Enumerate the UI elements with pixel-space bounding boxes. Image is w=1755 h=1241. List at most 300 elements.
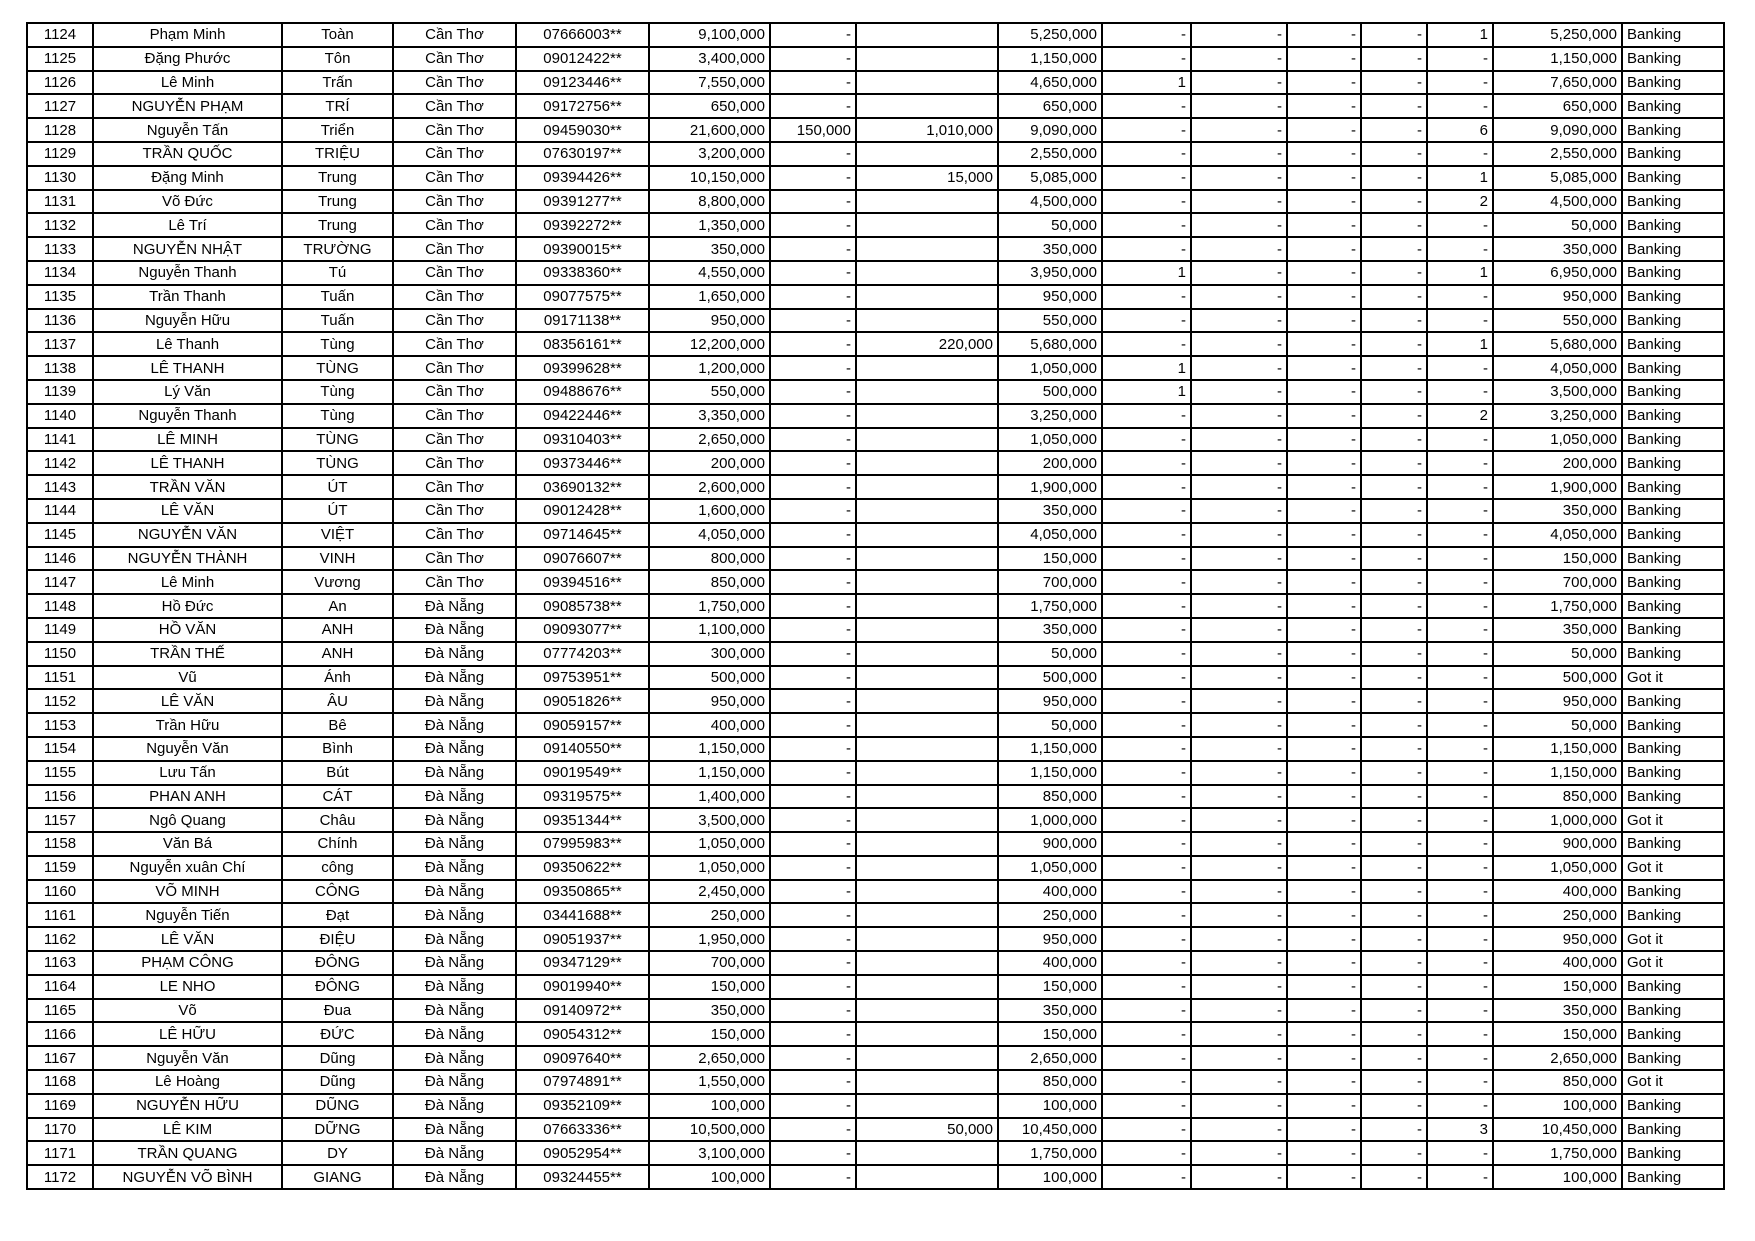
- id-cell: 1152: [27, 689, 93, 713]
- status-cell: Banking: [1622, 832, 1724, 856]
- city-cell: Đà Nẵng: [393, 666, 516, 690]
- city-cell: Đà Nẵng: [393, 951, 516, 975]
- last-name-cell: công: [282, 856, 393, 880]
- last-name-cell: TRÍ: [282, 94, 393, 118]
- city-cell: Cần Thơ: [393, 71, 516, 95]
- id-cell: 1166: [27, 1022, 93, 1046]
- amount-4-cell: 400,000: [998, 951, 1102, 975]
- city-cell: Cần Thơ: [393, 428, 516, 452]
- dash-1-cell: 1: [1102, 380, 1191, 404]
- amount-5-cell: 3,500,000: [1493, 380, 1622, 404]
- status-cell: Banking: [1622, 642, 1724, 666]
- dash-3-cell: -: [1287, 999, 1361, 1023]
- amount-1-cell: 8,800,000: [649, 190, 770, 214]
- phone-cell: 03690132**: [516, 475, 649, 499]
- amount-5-cell: 700,000: [1493, 570, 1622, 594]
- amount-3-cell: [856, 190, 998, 214]
- amount-3-cell: 1,010,000: [856, 118, 998, 142]
- id-cell: 1171: [27, 1141, 93, 1165]
- amount-4-cell: 1,750,000: [998, 1141, 1102, 1165]
- first-name-cell: Trần Thanh: [93, 285, 282, 309]
- dash-1-cell: -: [1102, 832, 1191, 856]
- phone-cell: 07774203**: [516, 642, 649, 666]
- dash-2-cell: -: [1191, 166, 1287, 190]
- amount-1-cell: 9,100,000: [649, 23, 770, 47]
- dash-4-cell: -: [1361, 380, 1427, 404]
- count-cell: -: [1427, 499, 1493, 523]
- last-name-cell: ÚT: [282, 475, 393, 499]
- dash-2-cell: -: [1191, 47, 1287, 71]
- amount-4-cell: 1,150,000: [998, 47, 1102, 71]
- dash-4-cell: -: [1361, 285, 1427, 309]
- amount-2-cell: -: [770, 999, 856, 1023]
- amount-1-cell: 200,000: [649, 451, 770, 475]
- table-row: [27, 785, 1724, 809]
- amount-1-cell: 3,200,000: [649, 142, 770, 166]
- amount-4-cell: 150,000: [998, 975, 1102, 999]
- dash-1-cell: -: [1102, 332, 1191, 356]
- id-cell: 1125: [27, 47, 93, 71]
- amount-5-cell: 50,000: [1493, 642, 1622, 666]
- id-cell: 1150: [27, 642, 93, 666]
- dash-4-cell: -: [1361, 23, 1427, 47]
- last-name-cell: TRƯỜNG: [282, 237, 393, 261]
- city-cell: Cần Thơ: [393, 118, 516, 142]
- first-name-cell: Lý Văn: [93, 380, 282, 404]
- id-cell: 1168: [27, 1070, 93, 1094]
- count-cell: -: [1427, 856, 1493, 880]
- last-name-cell: Ánh: [282, 666, 393, 690]
- dash-3-cell: -: [1287, 951, 1361, 975]
- amount-3-cell: [856, 499, 998, 523]
- dash-1-cell: 1: [1102, 261, 1191, 285]
- dash-4-cell: -: [1361, 213, 1427, 237]
- id-cell: 1172: [27, 1165, 93, 1189]
- table-row: [27, 951, 1724, 975]
- first-name-cell: Nguyễn Hữu: [93, 309, 282, 333]
- dash-2-cell: -: [1191, 785, 1287, 809]
- dash-4-cell: -: [1361, 689, 1427, 713]
- last-name-cell: VIỆT: [282, 523, 393, 547]
- dash-2-cell: -: [1191, 332, 1287, 356]
- id-cell: 1165: [27, 999, 93, 1023]
- amount-4-cell: 5,085,000: [998, 166, 1102, 190]
- status-cell: Banking: [1622, 332, 1724, 356]
- first-name-cell: Nguyễn Tấn: [93, 118, 282, 142]
- amount-1-cell: 400,000: [649, 713, 770, 737]
- amount-1-cell: 650,000: [649, 94, 770, 118]
- amount-5-cell: 650,000: [1493, 94, 1622, 118]
- phone-cell: 07630197**: [516, 142, 649, 166]
- dash-2-cell: -: [1191, 213, 1287, 237]
- count-cell: -: [1427, 689, 1493, 713]
- city-cell: Cần Thơ: [393, 142, 516, 166]
- last-name-cell: Trung: [282, 213, 393, 237]
- amount-1-cell: 4,550,000: [649, 261, 770, 285]
- amount-1-cell: 4,050,000: [649, 523, 770, 547]
- count-cell: 1: [1427, 23, 1493, 47]
- status-cell: Banking: [1622, 1141, 1724, 1165]
- id-cell: 1137: [27, 332, 93, 356]
- status-cell: Banking: [1622, 1094, 1724, 1118]
- first-name-cell: NGUYỄN PHẠM: [93, 94, 282, 118]
- amount-1-cell: 3,350,000: [649, 404, 770, 428]
- dash-2-cell: -: [1191, 975, 1287, 999]
- status-cell: Banking: [1622, 1165, 1724, 1189]
- amount-2-cell: -: [770, 713, 856, 737]
- dash-1-cell: -: [1102, 547, 1191, 571]
- amount-4-cell: 550,000: [998, 309, 1102, 333]
- last-name-cell: Tuấn: [282, 285, 393, 309]
- amount-1-cell: 1,400,000: [649, 785, 770, 809]
- phone-cell: 09077575**: [516, 285, 649, 309]
- amount-3-cell: [856, 47, 998, 71]
- amount-4-cell: 1,000,000: [998, 808, 1102, 832]
- first-name-cell: LÊ VĂN: [93, 927, 282, 951]
- amount-1-cell: 950,000: [649, 689, 770, 713]
- dash-4-cell: -: [1361, 785, 1427, 809]
- phone-cell: 07974891**: [516, 1070, 649, 1094]
- table-row: [27, 1094, 1724, 1118]
- amount-5-cell: 3,250,000: [1493, 404, 1622, 428]
- city-cell: Cần Thơ: [393, 547, 516, 571]
- table-row: [27, 570, 1724, 594]
- amount-2-cell: -: [770, 856, 856, 880]
- data-table: [26, 22, 1725, 1190]
- phone-cell: 09012422**: [516, 47, 649, 71]
- last-name-cell: Vương: [282, 570, 393, 594]
- amount-3-cell: [856, 975, 998, 999]
- first-name-cell: Đặng Phước: [93, 47, 282, 71]
- table-body: [27, 23, 1724, 1189]
- dash-3-cell: -: [1287, 237, 1361, 261]
- city-cell: Đà Nẵng: [393, 880, 516, 904]
- amount-2-cell: -: [770, 309, 856, 333]
- status-cell: Got it: [1622, 951, 1724, 975]
- amount-2-cell: -: [770, 142, 856, 166]
- table-row: [27, 404, 1724, 428]
- amount-4-cell: 400,000: [998, 880, 1102, 904]
- first-name-cell: Nguyễn Thanh: [93, 404, 282, 428]
- id-cell: 1133: [27, 237, 93, 261]
- id-cell: 1151: [27, 666, 93, 690]
- table-row: [27, 23, 1724, 47]
- amount-3-cell: [856, 832, 998, 856]
- table-row: [27, 285, 1724, 309]
- amount-5-cell: 550,000: [1493, 309, 1622, 333]
- table-row: [27, 356, 1724, 380]
- amount-2-cell: -: [770, 523, 856, 547]
- dash-3-cell: -: [1287, 666, 1361, 690]
- last-name-cell: ÂU: [282, 689, 393, 713]
- dash-2-cell: -: [1191, 594, 1287, 618]
- amount-1-cell: 21,600,000: [649, 118, 770, 142]
- dash-4-cell: -: [1361, 1046, 1427, 1070]
- first-name-cell: HỒ VĂN: [93, 618, 282, 642]
- amount-4-cell: 50,000: [998, 213, 1102, 237]
- count-cell: -: [1427, 927, 1493, 951]
- dash-3-cell: -: [1287, 856, 1361, 880]
- amount-2-cell: -: [770, 903, 856, 927]
- last-name-cell: ANH: [282, 642, 393, 666]
- dash-1-cell: -: [1102, 285, 1191, 309]
- city-cell: Đà Nẵng: [393, 999, 516, 1023]
- dash-3-cell: -: [1287, 499, 1361, 523]
- dash-4-cell: -: [1361, 47, 1427, 71]
- dash-3-cell: -: [1287, 927, 1361, 951]
- table-row: [27, 666, 1724, 690]
- dash-1-cell: -: [1102, 1118, 1191, 1142]
- amount-1-cell: 350,000: [649, 237, 770, 261]
- dash-4-cell: -: [1361, 71, 1427, 95]
- status-cell: Banking: [1622, 285, 1724, 309]
- dash-3-cell: -: [1287, 94, 1361, 118]
- amount-1-cell: 850,000: [649, 570, 770, 594]
- last-name-cell: VINH: [282, 547, 393, 571]
- amount-4-cell: 50,000: [998, 642, 1102, 666]
- count-cell: -: [1427, 570, 1493, 594]
- id-cell: 1155: [27, 761, 93, 785]
- first-name-cell: NGUYỄN VĂN: [93, 523, 282, 547]
- amount-1-cell: 100,000: [649, 1165, 770, 1189]
- status-cell: Banking: [1622, 570, 1724, 594]
- status-cell: Banking: [1622, 880, 1724, 904]
- dash-1-cell: -: [1102, 23, 1191, 47]
- dash-4-cell: -: [1361, 523, 1427, 547]
- dash-2-cell: -: [1191, 285, 1287, 309]
- id-cell: 1153: [27, 713, 93, 737]
- amount-1-cell: 10,150,000: [649, 166, 770, 190]
- dash-2-cell: -: [1191, 1165, 1287, 1189]
- city-cell: Đà Nẵng: [393, 1165, 516, 1189]
- amount-4-cell: 100,000: [998, 1165, 1102, 1189]
- table-row: [27, 975, 1724, 999]
- amount-4-cell: 350,000: [998, 618, 1102, 642]
- dash-2-cell: -: [1191, 356, 1287, 380]
- amount-1-cell: 3,100,000: [649, 1141, 770, 1165]
- amount-4-cell: 1,050,000: [998, 428, 1102, 452]
- table-row: [27, 547, 1724, 571]
- id-cell: 1140: [27, 404, 93, 428]
- dash-3-cell: -: [1287, 785, 1361, 809]
- phone-cell: 09394516**: [516, 570, 649, 594]
- amount-2-cell: -: [770, 47, 856, 71]
- phone-cell: 09019940**: [516, 975, 649, 999]
- amount-3-cell: 15,000: [856, 166, 998, 190]
- amount-4-cell: 2,550,000: [998, 142, 1102, 166]
- dash-3-cell: -: [1287, 1141, 1361, 1165]
- id-cell: 1157: [27, 808, 93, 832]
- phone-cell: 09140550**: [516, 737, 649, 761]
- dash-3-cell: -: [1287, 475, 1361, 499]
- last-name-cell: TRIỆU: [282, 142, 393, 166]
- dash-2-cell: -: [1191, 1141, 1287, 1165]
- dash-4-cell: -: [1361, 499, 1427, 523]
- dash-1-cell: -: [1102, 1046, 1191, 1070]
- amount-4-cell: 500,000: [998, 380, 1102, 404]
- amount-3-cell: [856, 475, 998, 499]
- city-cell: Cần Thơ: [393, 237, 516, 261]
- dash-4-cell: -: [1361, 832, 1427, 856]
- dash-3-cell: -: [1287, 380, 1361, 404]
- status-cell: Banking: [1622, 166, 1724, 190]
- dash-3-cell: -: [1287, 689, 1361, 713]
- dash-2-cell: -: [1191, 523, 1287, 547]
- last-name-cell: Trung: [282, 190, 393, 214]
- dash-1-cell: -: [1102, 94, 1191, 118]
- amount-1-cell: 2,650,000: [649, 1046, 770, 1070]
- amount-3-cell: [856, 1094, 998, 1118]
- last-name-cell: CÔNG: [282, 880, 393, 904]
- first-name-cell: Nguyễn Văn: [93, 737, 282, 761]
- status-cell: Banking: [1622, 499, 1724, 523]
- amount-4-cell: 50,000: [998, 713, 1102, 737]
- amount-3-cell: [856, 237, 998, 261]
- amount-5-cell: 950,000: [1493, 285, 1622, 309]
- amount-2-cell: -: [770, 332, 856, 356]
- dash-3-cell: -: [1287, 428, 1361, 452]
- amount-4-cell: 250,000: [998, 903, 1102, 927]
- city-cell: Đà Nẵng: [393, 1046, 516, 1070]
- dash-3-cell: -: [1287, 213, 1361, 237]
- id-cell: 1161: [27, 903, 93, 927]
- dash-3-cell: -: [1287, 332, 1361, 356]
- dash-1-cell: -: [1102, 428, 1191, 452]
- status-cell: Banking: [1622, 118, 1724, 142]
- last-name-cell: DŨNG: [282, 1094, 393, 1118]
- city-cell: Đà Nẵng: [393, 1094, 516, 1118]
- dash-3-cell: -: [1287, 880, 1361, 904]
- amount-5-cell: 850,000: [1493, 785, 1622, 809]
- dash-1-cell: -: [1102, 237, 1191, 261]
- table-row: [27, 1046, 1724, 1070]
- city-cell: Cần Thơ: [393, 380, 516, 404]
- amount-4-cell: 850,000: [998, 785, 1102, 809]
- count-cell: -: [1427, 975, 1493, 999]
- status-cell: Banking: [1622, 309, 1724, 333]
- amount-4-cell: 150,000: [998, 547, 1102, 571]
- city-cell: Đà Nẵng: [393, 737, 516, 761]
- first-name-cell: Vũ: [93, 666, 282, 690]
- amount-3-cell: [856, 261, 998, 285]
- amount-2-cell: -: [770, 1022, 856, 1046]
- last-name-cell: ĐÔNG: [282, 951, 393, 975]
- amount-3-cell: [856, 903, 998, 927]
- dash-1-cell: -: [1102, 1141, 1191, 1165]
- first-name-cell: NGUYỄN VÕ BÌNH: [93, 1165, 282, 1189]
- dash-2-cell: -: [1191, 570, 1287, 594]
- amount-2-cell: -: [770, 1165, 856, 1189]
- dash-3-cell: -: [1287, 166, 1361, 190]
- dash-2-cell: -: [1191, 190, 1287, 214]
- dash-1-cell: -: [1102, 142, 1191, 166]
- amount-3-cell: [856, 94, 998, 118]
- last-name-cell: Đạt: [282, 903, 393, 927]
- amount-3-cell: [856, 213, 998, 237]
- amount-2-cell: -: [770, 213, 856, 237]
- amount-5-cell: 2,550,000: [1493, 142, 1622, 166]
- phone-cell: 09171138**: [516, 309, 649, 333]
- amount-4-cell: 1,050,000: [998, 856, 1102, 880]
- amount-5-cell: 150,000: [1493, 975, 1622, 999]
- id-cell: 1149: [27, 618, 93, 642]
- dash-4-cell: -: [1361, 1141, 1427, 1165]
- dash-4-cell: -: [1361, 190, 1427, 214]
- id-cell: 1148: [27, 594, 93, 618]
- dash-1-cell: -: [1102, 761, 1191, 785]
- dash-1-cell: -: [1102, 951, 1191, 975]
- first-name-cell: Lê Hoàng: [93, 1070, 282, 1094]
- table-row: [27, 737, 1724, 761]
- amount-3-cell: [856, 737, 998, 761]
- amount-5-cell: 400,000: [1493, 880, 1622, 904]
- amount-4-cell: 650,000: [998, 94, 1102, 118]
- amount-3-cell: [856, 380, 998, 404]
- last-name-cell: Dũng: [282, 1046, 393, 1070]
- amount-1-cell: 550,000: [649, 380, 770, 404]
- city-cell: Đà Nẵng: [393, 761, 516, 785]
- id-cell: 1136: [27, 309, 93, 333]
- amount-3-cell: [856, 856, 998, 880]
- dash-4-cell: -: [1361, 570, 1427, 594]
- dash-3-cell: -: [1287, 618, 1361, 642]
- amount-5-cell: 1,750,000: [1493, 594, 1622, 618]
- table-row: [27, 332, 1724, 356]
- status-cell: Got it: [1622, 666, 1724, 690]
- first-name-cell: Lê Thanh: [93, 332, 282, 356]
- last-name-cell: ĐIỆU: [282, 927, 393, 951]
- amount-3-cell: [856, 285, 998, 309]
- amount-3-cell: [856, 451, 998, 475]
- city-cell: Cần Thơ: [393, 213, 516, 237]
- amount-4-cell: 350,000: [998, 237, 1102, 261]
- status-cell: Banking: [1622, 594, 1724, 618]
- count-cell: -: [1427, 1070, 1493, 1094]
- first-name-cell: Văn Bá: [93, 832, 282, 856]
- phone-cell: 09097640**: [516, 1046, 649, 1070]
- amount-2-cell: -: [770, 737, 856, 761]
- id-cell: 1139: [27, 380, 93, 404]
- status-cell: Banking: [1622, 94, 1724, 118]
- table-row: [27, 499, 1724, 523]
- dash-1-cell: -: [1102, 618, 1191, 642]
- status-cell: Banking: [1622, 523, 1724, 547]
- id-cell: 1141: [27, 428, 93, 452]
- amount-5-cell: 1,050,000: [1493, 856, 1622, 880]
- phone-cell: 07666003**: [516, 23, 649, 47]
- dash-4-cell: -: [1361, 618, 1427, 642]
- dash-3-cell: -: [1287, 903, 1361, 927]
- first-name-cell: Nguyễn xuân Chí: [93, 856, 282, 880]
- last-name-cell: ANH: [282, 618, 393, 642]
- dash-4-cell: -: [1361, 94, 1427, 118]
- amount-2-cell: -: [770, 1070, 856, 1094]
- id-cell: 1154: [27, 737, 93, 761]
- phone-cell: 09059157**: [516, 713, 649, 737]
- amount-1-cell: 1,750,000: [649, 594, 770, 618]
- id-cell: 1144: [27, 499, 93, 523]
- count-cell: -: [1427, 808, 1493, 832]
- dash-4-cell: -: [1361, 737, 1427, 761]
- last-name-cell: CÁT: [282, 785, 393, 809]
- phone-cell: 07995983**: [516, 832, 649, 856]
- amount-1-cell: 1,150,000: [649, 737, 770, 761]
- table-row: [27, 761, 1724, 785]
- phone-cell: 09714645**: [516, 523, 649, 547]
- count-cell: -: [1427, 713, 1493, 737]
- amount-4-cell: 10,450,000: [998, 1118, 1102, 1142]
- count-cell: -: [1427, 451, 1493, 475]
